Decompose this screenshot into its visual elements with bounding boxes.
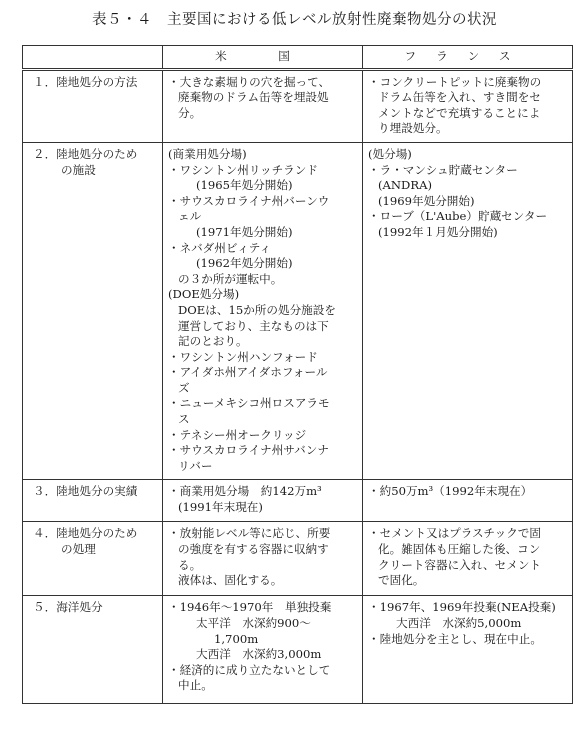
us-line: ・テネシー州オークリッジ — [168, 427, 307, 442]
row-label-line: ５．海洋処分 — [33, 600, 103, 615]
us-line: ス — [178, 412, 190, 427]
us-line: (1991年末現在) — [178, 500, 263, 515]
fr-cell — [363, 596, 573, 704]
us-cell — [163, 69, 363, 142]
fr-line: (ANDRA) — [378, 178, 432, 193]
us-cell — [163, 596, 363, 704]
table-row — [23, 142, 573, 479]
fr-line: ・陸地処分を主とし、現在中止。 — [368, 631, 542, 646]
us-line: 運営しており、主なものは下 — [178, 318, 329, 333]
header-france: フランス — [363, 46, 573, 70]
us-line: ・商業用処分場 約142万m³ — [168, 484, 322, 499]
fr-cell — [363, 142, 573, 479]
table-row — [23, 522, 573, 596]
us-line: ・ワシントン州ハンフォード — [168, 349, 318, 364]
fr-line: ・ラ・マンシュ貯蔵センター — [368, 162, 518, 177]
us-line: ・アイダホ州アイダホフォール — [168, 365, 328, 380]
row-label-line: の施設 — [61, 162, 96, 177]
fr-cell — [363, 522, 573, 596]
fr-line: り埋設処分。 — [378, 121, 448, 136]
fr-line: クリート容器に入れ、セメント — [378, 557, 542, 572]
us-line: (DOE処分場) — [168, 287, 240, 302]
fr-line: ・約50万m³（1992年末現在） — [368, 484, 533, 499]
fr-line: (処分場) — [368, 146, 412, 161]
fr-line: メントなどで充填することによ — [378, 105, 541, 120]
table-row — [23, 596, 573, 704]
disposal-table — [22, 45, 573, 704]
us-line: リバー — [178, 458, 213, 473]
fr-line: ・コンクリートピットに廃棄物の — [368, 74, 542, 89]
us-line: (1965年処分開始) — [196, 178, 293, 193]
us-line: ・ニューメキシコ州ロスアラモ — [168, 396, 330, 411]
us-line: (1971年処分開始) — [196, 224, 293, 239]
fr-line: 大西洋 水深約5,000m — [396, 616, 522, 631]
row-label — [23, 480, 163, 522]
us-line: ・サウスカロライナ州バーンウ — [168, 193, 330, 208]
fr-line: ドラム缶等を入れ、すき間をセ — [378, 90, 541, 105]
us-line: ・経済的に成り立たないとして — [168, 662, 331, 677]
row-label — [23, 69, 163, 142]
us-line: 大西洋 水深約3,000m — [196, 647, 322, 662]
us-line: 液体は、固化する。 — [178, 573, 283, 588]
us-line: 分。 — [178, 105, 202, 120]
us-line: 太平洋 水深約900～ — [196, 616, 311, 631]
us-line: ズ — [178, 380, 190, 395]
us-line: ・ネバダ州ビィティ — [168, 240, 272, 255]
us-line: ェル — [178, 209, 202, 224]
us-line: 1,700m — [214, 631, 259, 646]
table-title: 表５・４ 主要国における低レベル放射性廃棄物処分の状況 — [92, 12, 497, 28]
fr-line: ・1967年、1969年投棄(NEA投棄) — [368, 600, 556, 615]
us-line: DOEは、15か所の処分施設を — [178, 302, 336, 317]
fr-line: 化。雑固体も圧縮した後、コン — [378, 542, 541, 557]
row-label — [23, 596, 163, 704]
us-line: ・1946年～1970年 単独投棄 — [168, 600, 332, 615]
us-line: (1962年処分開始) — [196, 256, 293, 271]
header-blank — [23, 46, 163, 70]
us-line: る。 — [178, 557, 202, 572]
table-row — [23, 69, 573, 142]
row-label-line: １．陸地処分の方法 — [33, 74, 138, 89]
us-line: ・ワシントン州リッチランド — [168, 162, 318, 177]
table-row — [23, 480, 573, 522]
fr-line: ・ローブ（L'Aube）貯蔵センター — [368, 209, 548, 224]
row-label-line: の処理 — [61, 542, 96, 557]
us-line: 中止。 — [178, 678, 213, 693]
us-cell — [163, 522, 363, 596]
row-label — [23, 142, 163, 479]
us-line: の強度を有する容器に収納す — [178, 542, 329, 557]
row-label-line: ３．陸地処分の実績 — [33, 484, 138, 499]
us-line: ・放射能レベル等に応じ、所要 — [168, 526, 331, 541]
us-line: の３か所が運転中。 — [178, 271, 283, 286]
row-label — [23, 522, 163, 596]
row-label-line: ４．陸地処分のため — [33, 526, 138, 541]
fr-line: で固化。 — [378, 573, 425, 588]
row-label-line: ２．陸地処分のため — [33, 146, 138, 161]
us-line: (商業用処分場) — [168, 146, 247, 161]
header-us: 米 国 — [163, 46, 363, 70]
fr-line: (1969年処分開始) — [378, 193, 475, 208]
us-cell — [163, 480, 363, 522]
us-line: 廃棄物のドラム缶等を埋設処 — [178, 90, 329, 105]
fr-line: (1992年１月処分開始) — [378, 224, 498, 239]
us-line: ・サウスカロライナ州サバンナ — [168, 443, 329, 458]
fr-cell — [363, 69, 573, 142]
fr-cell — [363, 480, 573, 522]
us-line: 記のとおり。 — [178, 334, 248, 349]
us-line: ・大きな素堀りの穴を掘って、 — [168, 74, 331, 89]
header-row — [23, 46, 573, 70]
us-cell — [163, 142, 363, 479]
fr-line: ・セメント又はプラスチックで固 — [368, 526, 541, 541]
